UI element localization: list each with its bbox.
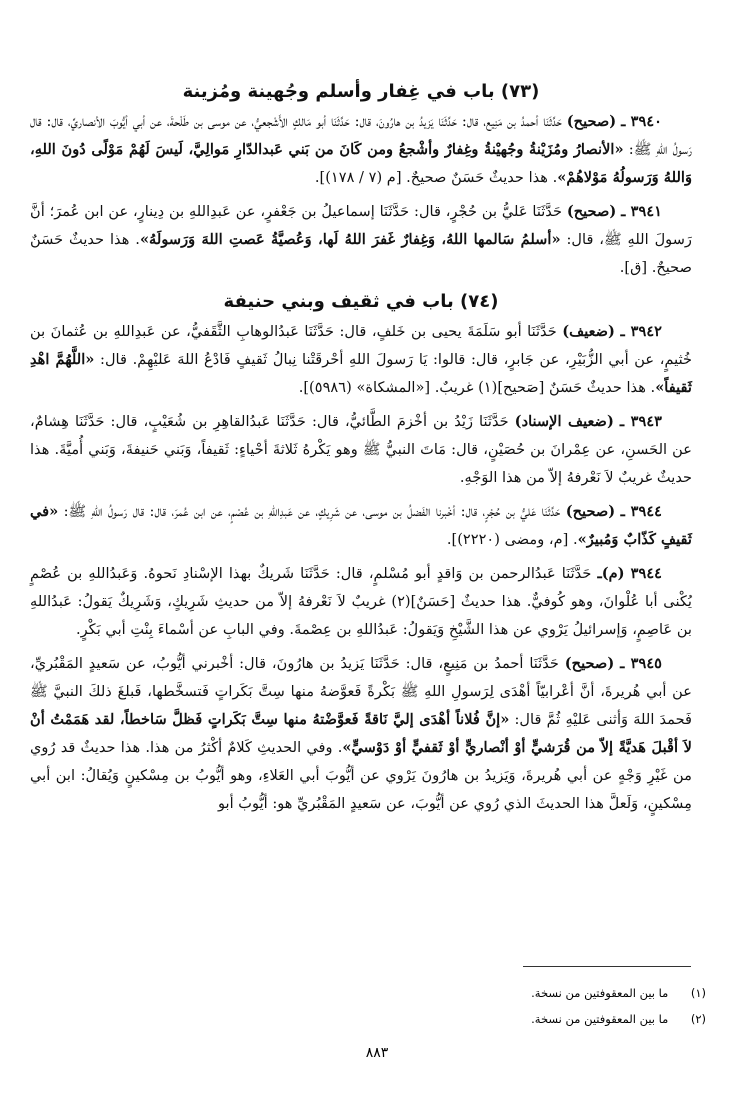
hadith-matn: «في ثَقيفٍ كَذّابٌ وَمُبيرٌ» [30, 503, 692, 548]
hadith-commentary: . هذا حديثٌ حَسَنٌ صحيحٌ. [م (٧ / ١٧٨)]. [314, 169, 558, 186]
hadith-grade: (ضعيف الإسناد) [514, 413, 614, 430]
chapter-heading-73: (٧٣) باب في غِفار وأسلم وجُهينة ومُزينة [182, 81, 540, 102]
page-number: ٨٨٣ [365, 1045, 389, 1061]
hadith-grade: (صحيح) [564, 655, 615, 672]
footnote-2 [66, 1006, 706, 1032]
hadith-grade: (م)ـ [597, 565, 625, 582]
hadith-matn: «إنَّ فُلاناً أهْدَى إليَّ نَاقةً فَعوَّضْتهُ منها سِتَّ بَكَراتٍ فَظلَّ سَاخطاً، لقد هَمَمْتُ أنْ لاَ أقْبلَ هَديَّةً إلاّ من قُرَشيٍّ أوْ أنْصاريٍّ أوْ ثَقفيٍّ أوْ دَوْسيٍّ» [30, 711, 692, 756]
hadith-isnad: حَدَّثَنَا أحمدُ بن مَنِيع، قال: حَدَّثَنَا يَزيدُ بن هارُونَ، قال: حَدَّثَنَا أبو مَالكٍ الأَشْجعيُّ، عن موسى بن طَلْحةَ، عن أبي أيُّوبَ الأنصاريِّ، قال: قال رَسولُ اللهِ ﷺ: [30, 113, 692, 158]
hadith-3944-m [30, 560, 692, 644]
hadith-commentary: . [م، ومضى (٢٢٢٠)]. [446, 531, 578, 548]
hadith-number: ٣٩٤١ ـ [621, 203, 663, 220]
hadith-commentary: . هذا حديثٌ حَسَنٌ صحيحٌ. [ق]. [30, 231, 692, 276]
hadith-3945 [30, 650, 692, 818]
hadith-matn: «أسلمُ سَالمها اللهُ، وَغِفارٌ غَفرَ اللهُ لَها، وَعُصيَّةُ عَصتِ اللهَ وَرَسولَهُ» [139, 231, 561, 248]
hadith-grade: (ضعيف) [562, 323, 615, 340]
footnote-1 [66, 980, 706, 1006]
hadith-number: ٣٩٤٥ ـ [620, 655, 663, 672]
footnote-number: (١) [690, 986, 706, 1000]
hadith-isnad: حَدَّثَنَا عَليُّ بن حُجْرٍ، قال: أخْبرنا الفَضلُ بن موسى، عن شَرِيكٍ، عن عَبدِاللهِ بن عُصْمٍ، عن ابن عُمرَ، قال: قال رَسولُ اللهِ ﷺ: [58, 503, 566, 520]
chapter-heading-74: (٧٤) باب في ثقيف وبني حنيفة [223, 291, 499, 312]
hadith-isnad: حَدَّثَنَا أبو سَلَمَةَ يحيى بن خَلفٍ، قال: حَدَّثَنَا عَبدُالوهابِ الثَّقَفيُّ، عن عَبدِاللهِ بن عُثمانَ بن خُثيمٍ، عن أبي الزُّبَيْرِ، عن جَابرٍ، قال: قالوا: يَا رَسولَ اللهِ أحْرقَتْنا نِبالُ ثَقيفٍ فَادْعُ اللهَ عَليْهِمْ. قال: [30, 323, 692, 368]
footnotes [66, 980, 706, 1032]
hadith-grade: (صحيح) [566, 203, 617, 220]
hadith-isnad: حَدَّثَنَا أحمدُ بن مَنِيعٍ، قال: حَدَّثَنَا يَزيدُ بن هارُونَ، قال: أخْبرني أيُّوبُ، عن سَعيدٍ المَقْبُريِّ، عن أبي هُريرةَ، أنَّ أعْرابيّاً أهْدَى لِرَسولِ اللهِ ﷺ بَكْرةً فَعوَّضهُ منها سِتَّ بَكَراتٍ فَتسخَّطها، فَبلغَ ذلكَ النبيَّ ﷺ فَحمدَ اللهَ وَأثنى عَليْهِ ثُمَّ قال: [30, 655, 693, 728]
hadith-number: ٣٩٤٠ ـ [621, 113, 663, 130]
hadith-matn: «الأنصارُ ومُزَيْنةُ وجُهيْنةُ وغِفارٌ وأشْجعُ ومن كَانَ من بَني عَبدالدّارِ مَوالِيَّ، لَيسَ لَهُمْ مَوْلًى دُونَ اللهِ، وَاللهُ وَرَسولُهُ مَوْلاهُمْ» [30, 141, 692, 186]
hadith-number: ٣٩٤٤ ـ [620, 503, 663, 520]
hadith-number: ٣٩٤٢ ـ [620, 323, 663, 340]
footnote-text: ما بين المعقوفتين من نسخة. [531, 986, 669, 1000]
hadith-commentary: . وفي الحديثِ كَلامٌ أكْثرُ من هذا. هذا حديثٌ قد رُوي من غَيْرِ وَجْهٍ عن أبي هُريرةَ، وَيَزيدُ بن هارُونَ يَرْوي عن أيُّوبَ أبي العَلاءِ، وهو أيُّوبُ بن مِسْكينٍ وَيُقالُ: ابن أبي مِسْكينٍ، وَلَعلَّ هذا الحديثَ الذي رُوي عن أيُّوبَ، عن سَعيدٍ المَقْبُريِّ هو: أيُّوبُ أبو [30, 739, 692, 812]
hadith-number: ٣٩٤٣ ـ [619, 413, 662, 430]
footnote-separator [523, 966, 691, 967]
hadith-3943 [30, 408, 692, 492]
hadith-3944 [30, 498, 692, 554]
hadith-isnad: حَدَّثَنَا عَبدُالرحمن بن وَاقدٍ أبو مُسْلمٍ، قال: حَدَّثَنَا شَريكٌ بهذا الإسْنادِ نَحوهُ. وَعَبدُاللهِ بن عُصْمٍ يُكْنى أبا عُلْوانَ، وهو كُوفيٌّ. هذا حديثٌ [حَسَنٌ](٢) غريبٌ لاَ نَعْرفهُ إلاّ من حديثِ شَرِيكٍ، وَشَرِيكٌ يَقولُ: عَبدُاللهِ بن عَاصِمٍ، وَإسرائيلُ يَرْوي عن هذا الشَّيْخِ وَيَقولُ: عَبدُاللهِ بن عِصْمةَ. وفي البابِ عن أسْماءَ بِنْتِ أبي بَكْرٍ. [30, 565, 692, 638]
hadith-3942 [30, 318, 692, 402]
hadith-3940 [30, 108, 692, 192]
hadith-number: ٣٩٤٤ [630, 565, 663, 582]
hadith-3941 [30, 198, 692, 282]
hadith-commentary: . هذا حديثٌ حَسَنٌ [صَحيح](١) غريبٌ. [«المشكاة» (٥٩٨٦)]. [298, 379, 656, 396]
hadith-grade: (صحيح) [565, 503, 616, 520]
hadith-matn: «اللَّهُمَّ اهْدِ ثَقيفاً» [30, 351, 692, 396]
hadith-grade: (صحيح) [566, 113, 617, 130]
footnote-text: ما بين المعقوفتين من نسخة. [531, 1012, 669, 1026]
footnote-number: (٢) [690, 1012, 706, 1026]
hadith-isnad: حَدَّثَنَا عَليُّ بن حُجْرٍ، قال: حَدَّثَنَا إسماعيلُ بن جَعْفرٍ، عن عَبدِاللهِ بن دِينارٍ، عن ابن عُمرَ؛ أنَّ رَسولَ اللهِ ﷺ، قال: [30, 203, 692, 248]
hadith-isnad: حَدَّثَنَا زَيْدُ بن أخْزمَ الطَّائيُّ، قال: حَدَّثَنَا عَبدُالقاهِرِ بن شُعَيْبٍ، قال: حَدَّثَنَا هِشامٌ، عن الحَسنِ، عن عِمْرانَ بن حُصَيْنٍ، قال: مَاتَ النبيُّ ﷺ وهو يَكْرهُ ثَلاثةَ أحْياءٍ: ثَقيفاً، وَبَني حَنيفةَ، وَبَني أُميَّةَ. هذا حديثٌ غريبٌ لاَ نَعْرفهُ إلاّ من هذا الوَجْهِ. [30, 413, 692, 486]
